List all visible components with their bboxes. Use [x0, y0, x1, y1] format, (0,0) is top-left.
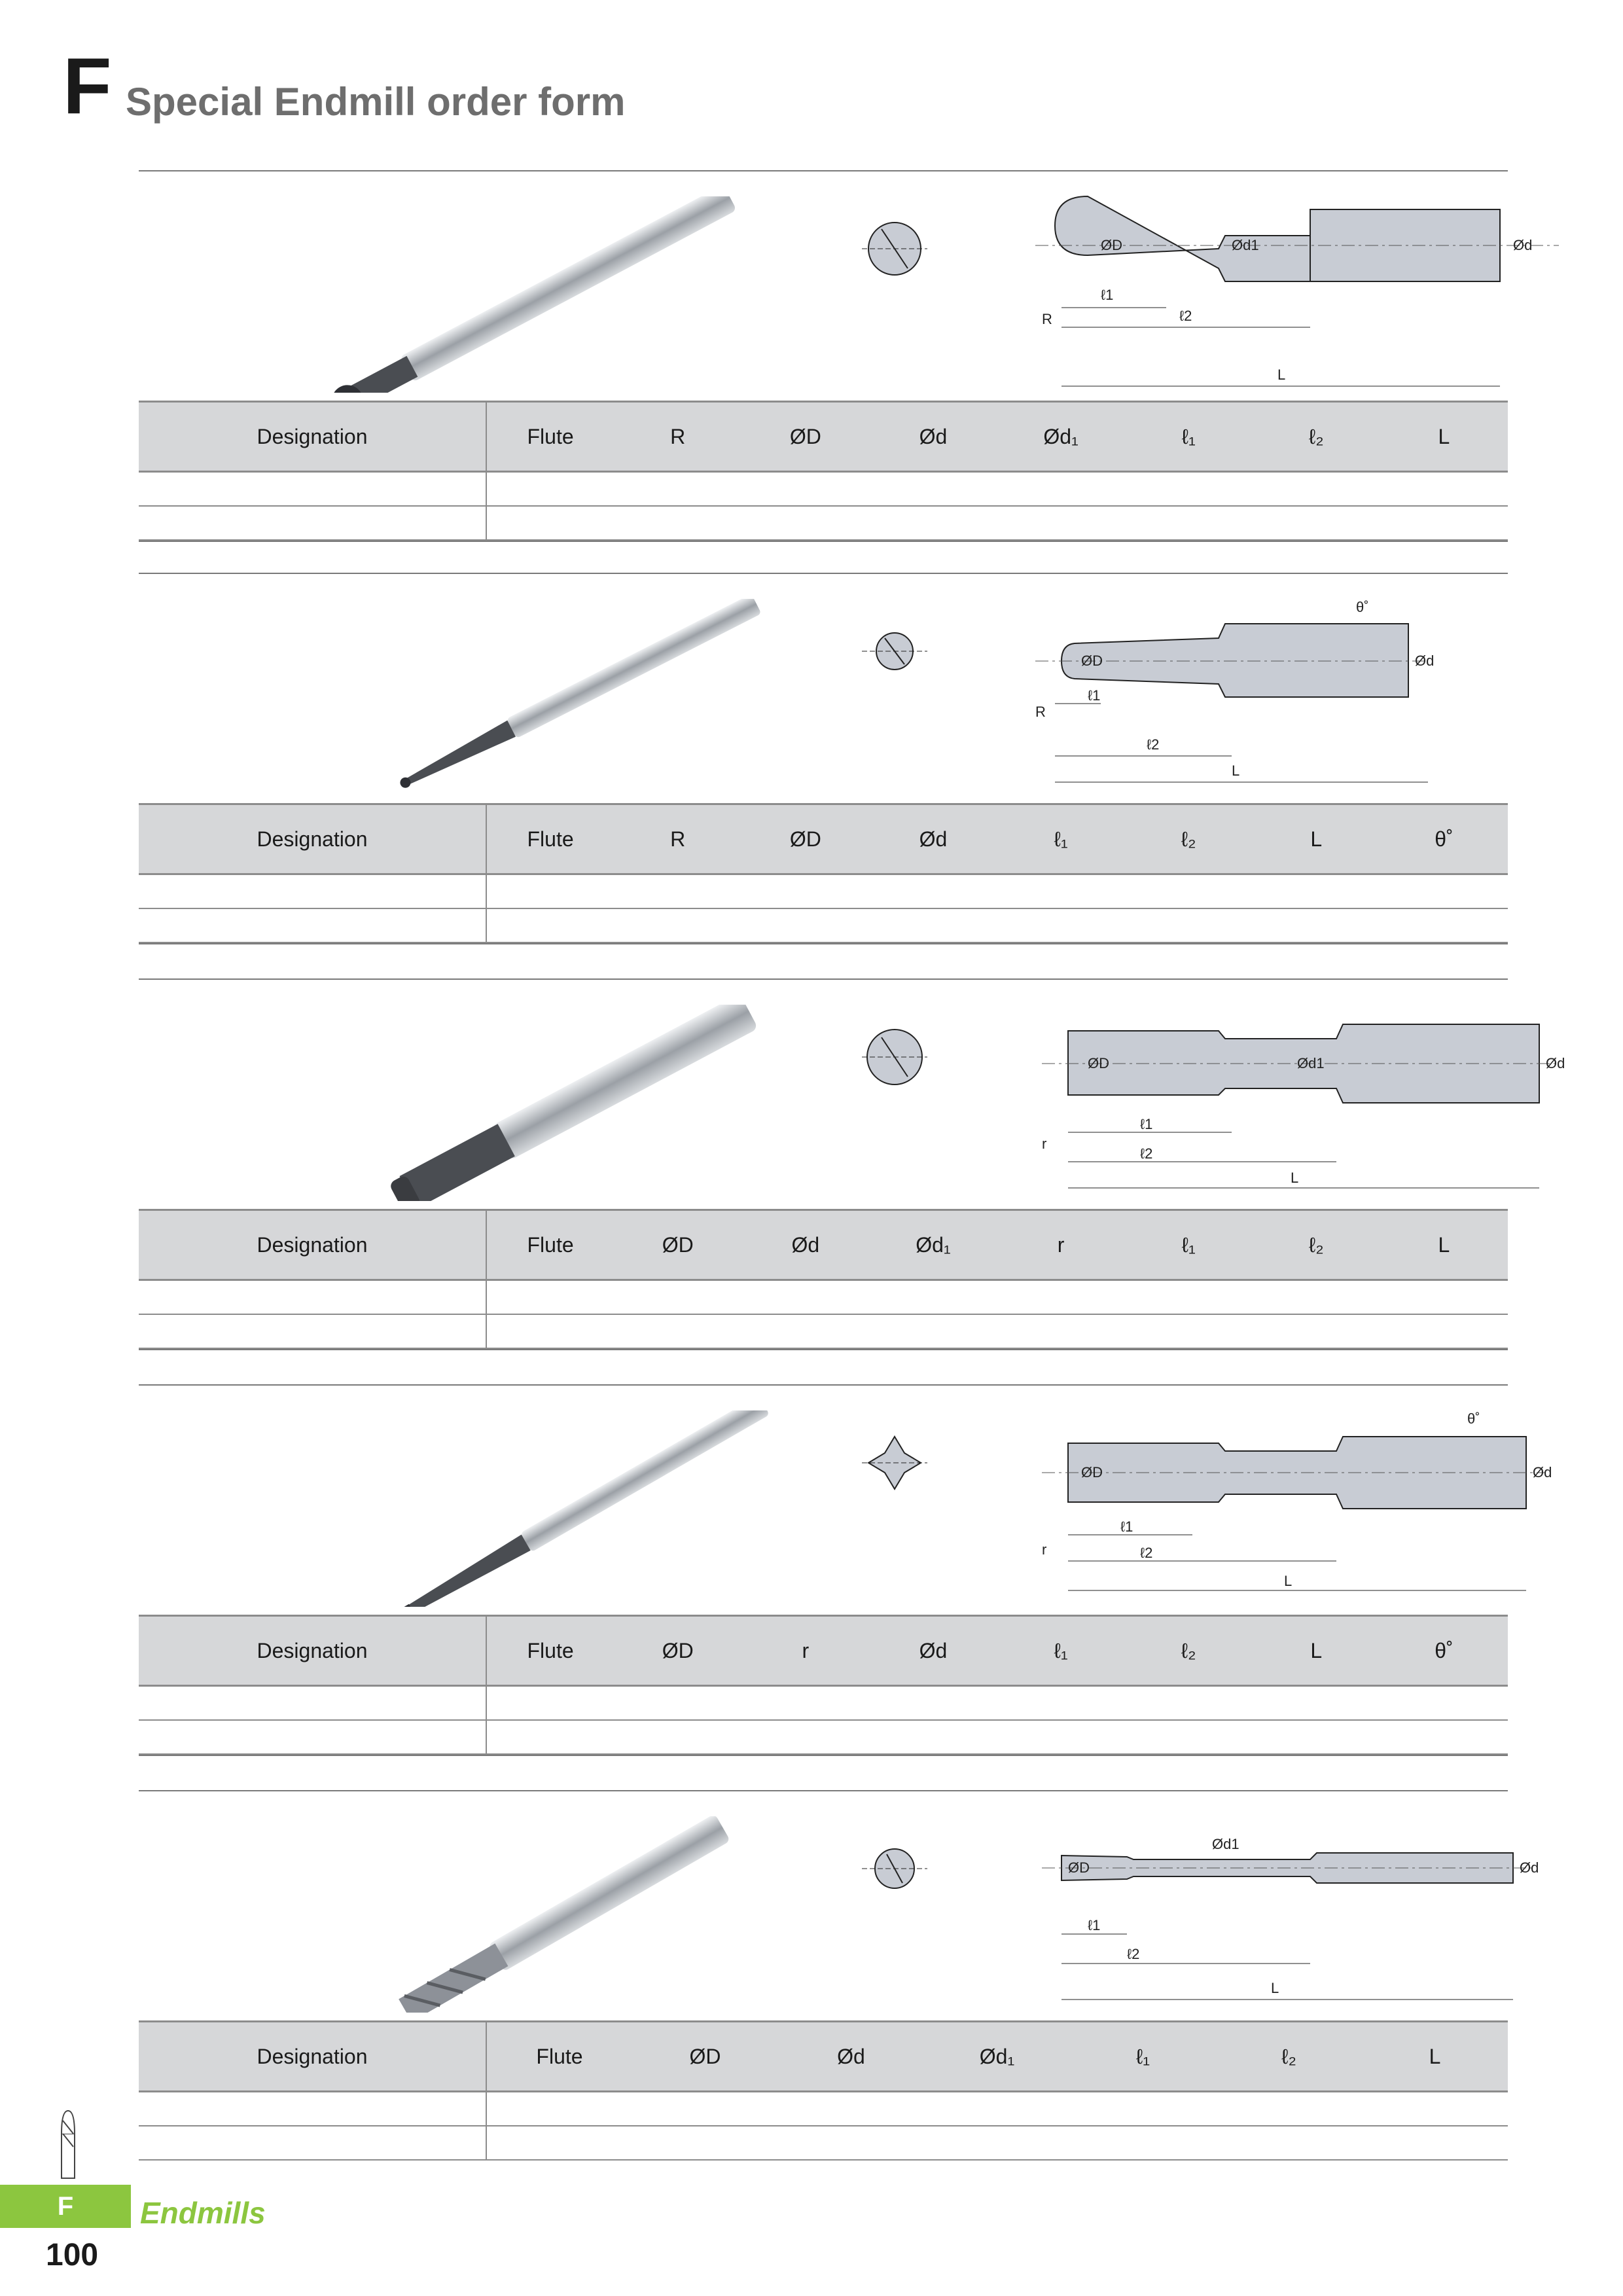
spec-entry-cell[interactable]	[486, 2092, 1508, 2126]
designation-cell[interactable]	[139, 472, 486, 507]
col-header: ℓ₁	[1125, 402, 1253, 472]
order-spec-table	[139, 1615, 1508, 1755]
divider	[139, 978, 1508, 980]
col-header: R	[614, 804, 741, 874]
spec-entry-cell[interactable]	[486, 874, 1508, 909]
dim-label-theta: θ˚	[1467, 1410, 1480, 1427]
spec-entry-cell[interactable]	[486, 1720, 1508, 1754]
col-header: ℓ₂	[1125, 1616, 1253, 1686]
col-header: r	[997, 1210, 1125, 1280]
col-header: Ød₁	[869, 1210, 997, 1280]
col-header: θ˚	[1380, 1616, 1508, 1686]
col-header: L	[1380, 1210, 1508, 1280]
table-row	[139, 908, 1508, 942]
col-header: ℓ₁	[997, 1616, 1125, 1686]
dim-label-l1: ℓ1	[1120, 1518, 1133, 1535]
col-header: Flute	[486, 1210, 614, 1280]
col-header: Designation	[139, 1210, 486, 1280]
col-header: Flute	[486, 804, 614, 874]
col-header: L	[1362, 2022, 1508, 2092]
spec-entry-cell[interactable]	[486, 1686, 1508, 1721]
order-spec-table	[139, 803, 1508, 943]
dim-label-R: R	[1035, 704, 1046, 720]
endmill-icon	[55, 2108, 81, 2179]
table-row	[139, 874, 1508, 909]
dim-label-r: r	[1042, 1136, 1047, 1152]
tapered-ball-endmill-photo	[270, 599, 819, 795]
col-header: Flute	[486, 2022, 632, 2092]
dimension-drawing	[970, 592, 1598, 802]
dim-label-D: ØD	[1101, 237, 1122, 253]
dim-label-D: ØD	[1068, 1859, 1090, 1876]
order-spec-table	[139, 1209, 1508, 1349]
dim-label-l1: ℓ1	[1088, 687, 1101, 704]
divider	[139, 573, 1508, 574]
col-header: L	[1253, 1616, 1380, 1686]
tapered-radius-endmill-photo	[270, 1410, 819, 1607]
chapter-tab: F	[0, 2185, 131, 2228]
dim-label-d: Ød	[1520, 1859, 1539, 1876]
product-section-3	[139, 978, 1565, 1384]
spec-entry-cell[interactable]	[486, 1280, 1508, 1315]
dim-label-R: R	[1042, 311, 1052, 327]
col-header: ℓ₂	[1125, 804, 1253, 874]
dim-label-D: ØD	[1081, 1464, 1103, 1480]
spec-entry-cell[interactable]	[486, 472, 1508, 507]
col-header: Designation	[139, 402, 486, 472]
dim-label-l2: ℓ2	[1140, 1145, 1153, 1162]
spec-entry-cell[interactable]	[486, 506, 1508, 540]
dim-label-l1: ℓ1	[1140, 1116, 1153, 1132]
dim-label-l1: ℓ1	[1101, 287, 1114, 303]
dim-label-l2: ℓ2	[1127, 1946, 1140, 1962]
col-header: Ød	[869, 1616, 997, 1686]
designation-cell[interactable]	[139, 1686, 486, 1721]
divider	[139, 943, 1508, 944]
product-section-2	[139, 573, 1508, 978]
table-row	[139, 472, 1508, 507]
cross-section-icon	[855, 1018, 934, 1096]
order-spec-table	[139, 2020, 1508, 2161]
cross-section-icon	[855, 612, 934, 691]
col-header: Designation	[139, 2022, 486, 2092]
dim-label-d: Ød	[1546, 1055, 1565, 1071]
designation-cell[interactable]	[139, 1280, 486, 1315]
dim-label-theta: θ˚	[1356, 599, 1369, 615]
designation-cell[interactable]	[139, 874, 486, 909]
dim-label-d: Ød	[1415, 653, 1435, 669]
dimension-drawing	[970, 998, 1598, 1208]
page-title: Special Endmill order form	[126, 80, 626, 124]
divider	[139, 1755, 1508, 1756]
dim-label-D: ØD	[1088, 1055, 1109, 1071]
dim-label-d1: Ød1	[1232, 237, 1259, 253]
dim-label-L: L	[1271, 1980, 1279, 1996]
dim-label-D: ØD	[1081, 653, 1103, 669]
dim-label-L: L	[1232, 762, 1240, 779]
designation-cell[interactable]	[139, 2092, 486, 2126]
chapter-name: Endmills	[140, 2196, 266, 2230]
col-header: ØD	[632, 2022, 778, 2092]
dim-label-L: L	[1284, 1573, 1293, 1589]
divider	[139, 170, 1508, 171]
page-number: 100	[46, 2238, 99, 2272]
product-section-1	[139, 170, 1533, 576]
col-header: ØD	[614, 1210, 741, 1280]
divider	[139, 1384, 1508, 1386]
table-row	[139, 1686, 1508, 1721]
col-header: Ød₁	[924, 2022, 1070, 2092]
col-header: ℓ₂	[1216, 2022, 1362, 2092]
col-header: Ød	[869, 402, 997, 472]
dim-label-l2: ℓ2	[1147, 736, 1160, 753]
col-header: ØD	[741, 402, 869, 472]
product-section-5	[139, 1790, 1539, 2196]
dim-label-d1: Ød1	[1297, 1055, 1325, 1071]
col-header: ØD	[614, 1616, 741, 1686]
table-row	[139, 1720, 1508, 1754]
col-header: Designation	[139, 1616, 486, 1686]
col-header: θ˚	[1380, 804, 1508, 874]
square-endmill-photo	[270, 1816, 819, 2013]
dim-label-d1: Ød1	[1212, 1836, 1240, 1852]
table-row	[139, 2092, 1508, 2126]
table-row	[139, 2126, 1508, 2160]
divider	[139, 1349, 1508, 1350]
spec-entry-cell[interactable]	[486, 1314, 1508, 1348]
spec-entry-cell[interactable]	[486, 2126, 1508, 2160]
dim-label-l1: ℓ1	[1088, 1917, 1101, 1933]
dim-label-l2: ℓ2	[1179, 308, 1192, 324]
dimension-drawing	[970, 190, 1598, 399]
product-section-4	[139, 1384, 1552, 1790]
col-header: ℓ₁	[1125, 1210, 1253, 1280]
designation-cell[interactable]	[139, 2126, 486, 2160]
cross-section-icon	[855, 1424, 934, 1502]
divider	[139, 1790, 1508, 1791]
table-row	[139, 1280, 1508, 1315]
dim-label-r: r	[1042, 1541, 1047, 1558]
ball-endmill-photo	[270, 196, 819, 393]
designation-cell[interactable]	[139, 1314, 486, 1348]
col-header: Ød	[741, 1210, 869, 1280]
col-header: Flute	[486, 402, 614, 472]
col-header: ℓ₁	[1070, 2022, 1216, 2092]
table-row	[139, 1314, 1508, 1348]
col-header: Ød	[778, 2022, 924, 2092]
divider	[139, 541, 1508, 542]
corner-radius-endmill-photo	[270, 1005, 819, 1201]
col-header: ℓ₂	[1253, 1210, 1380, 1280]
order-spec-table	[139, 401, 1508, 541]
dim-label-L: L	[1291, 1170, 1299, 1186]
designation-cell[interactable]	[139, 908, 486, 942]
dimension-drawing	[970, 1810, 1598, 2019]
designation-cell[interactable]	[139, 1720, 486, 1754]
cross-section-icon	[855, 1829, 934, 1908]
designation-cell[interactable]	[139, 506, 486, 540]
col-header: ØD	[741, 804, 869, 874]
col-header: ℓ₂	[1253, 402, 1380, 472]
col-header: R	[614, 402, 741, 472]
dimension-drawing	[970, 1404, 1598, 1613]
dim-label-l2: ℓ2	[1140, 1545, 1153, 1561]
col-header: L	[1253, 804, 1380, 874]
col-header: Ød₁	[997, 402, 1125, 472]
section-letter: F	[63, 41, 112, 130]
col-header: ℓ₁	[997, 804, 1125, 874]
dim-label-d: Ød	[1533, 1464, 1552, 1480]
col-header: Flute	[486, 1616, 614, 1686]
spec-entry-cell[interactable]	[486, 908, 1508, 942]
col-header: r	[741, 1616, 869, 1686]
dim-label-L: L	[1277, 367, 1286, 383]
col-header: Ød	[869, 804, 997, 874]
table-row	[139, 506, 1508, 540]
dim-label-d: Ød	[1513, 237, 1533, 253]
col-header: Designation	[139, 804, 486, 874]
col-header: L	[1380, 402, 1508, 472]
cross-section-icon	[855, 209, 934, 288]
